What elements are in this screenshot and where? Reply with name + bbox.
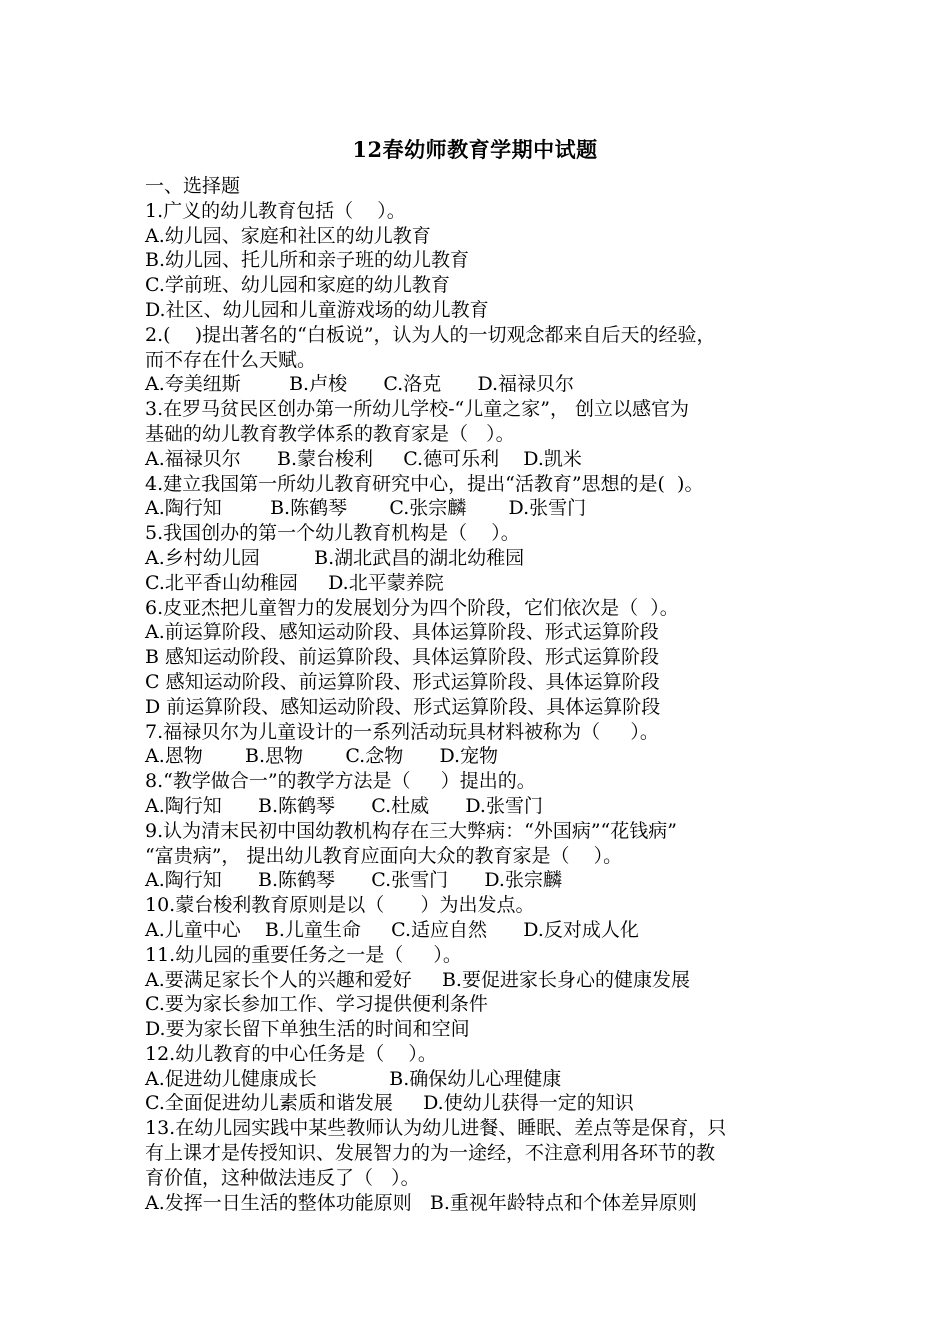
question-5-options-ab: A.乡村幼儿园 B.湖北武昌的湖北幼稚园	[145, 546, 525, 569]
question-13-continued-2: 育价值，这种做法违反了（ ）。	[145, 1166, 420, 1189]
question-12-options-ab: A.促进幼儿健康成长 B.确保幼儿心理健康	[145, 1067, 562, 1090]
question-13-continued-1: 有上课才是传授知识、发展智力的为一途经，不注意利用各环节的教	[145, 1142, 716, 1165]
question-6: 6.皮亚杰把儿童智力的发展划分为四个阶段，它们依次是（ ）。	[145, 596, 679, 619]
question-11-option-c: C.要为家长参加工作、学习提供便利条件	[145, 993, 488, 1016]
question-12-options-cd: C.全面促进幼儿素质和谐发展 D.使幼儿获得一定的知识	[145, 1092, 634, 1115]
question-13-options-ab: A.发挥一日生活的整体功能原则 B.重视年龄特点和个体差异原则	[145, 1191, 697, 1214]
question-2-continued: 而不存在什么天赋。	[145, 348, 317, 371]
question-3-continued: 基础的幼儿教育教学体系的教育家是（ ）。	[145, 422, 515, 445]
question-1-option-d: D.社区、幼儿园和儿童游戏场的幼儿教育	[145, 298, 489, 321]
question-4: 4.建立我国第一所幼儿教育研究中心，提出“活教育”思想的是( )。	[145, 472, 704, 495]
question-1: 1.广义的幼儿教育包括（ ）。	[145, 199, 406, 222]
question-13: 13.在幼儿园实践中某些教师认为幼儿进餐、睡眠、差点等是保育，只	[145, 1117, 727, 1140]
question-1-option-c: C.学前班、幼儿园和家庭的幼儿教育	[145, 274, 450, 297]
question-7-options: A.恩物 B.思物 C.念物 D.宠物	[145, 745, 499, 768]
section-heading: 一、选择题	[145, 175, 241, 197]
question-5: 5.我国创办的第一个幼儿教育机构是（ ）。	[145, 522, 520, 545]
question-6-option-c: C 感知运动阶段、前运算阶段、形式运算阶段、具体运算阶段	[145, 670, 660, 693]
question-3-options: A.福禄贝尔 B.蒙台梭利 C.德可乐利 D.凯米	[145, 447, 582, 470]
question-7: 7.福禄贝尔为儿童设计的一系列活动玩具材料被称为（ ）。	[145, 720, 659, 743]
question-6-option-d: D 前运算阶段、感知运动阶段、形式运算阶段、具体运算阶段	[145, 695, 661, 718]
question-11-options-ab: A.要满足家长个人的兴趣和爱好 B.要促进家长身心的健康发展	[145, 968, 690, 991]
question-4-options: A.陶行知 B.陈鹤琴 C.张宗麟 D.张雪门	[145, 497, 587, 520]
question-1-option-b: B.幼儿园、托儿所和亲子班的幼儿教育	[145, 249, 470, 272]
document-body	[145, 174, 825, 1215]
question-8-options: A.陶行知 B.陈鹤琴 C.杜威 D.张雪门	[145, 794, 543, 817]
question-10: 10.蒙台梭利教育原则是以（ ）为出发点。	[145, 894, 535, 917]
question-9-options: A.陶行知 B.陈鹤琴 C.张雪门 D.张宗麟	[145, 869, 562, 892]
question-11-option-d: D.要为家长留下单独生活的时间和空间	[145, 1018, 470, 1041]
question-12: 12.幼儿教育的中心任务是（ ）。	[145, 1042, 437, 1065]
question-3: 3.在罗马贫民区创办第一所幼儿学校-“儿童之家”， 创立以感官为	[145, 398, 690, 421]
question-1-option-a: A.幼儿园、家庭和社区的幼儿教育	[145, 224, 431, 247]
question-11: 11.幼儿园的重要任务之一是（ ）。	[145, 943, 462, 966]
question-2-options: A.夸美纽斯 B.卢梭 C.洛克 D.福禄贝尔	[145, 373, 575, 396]
question-5-options-cd: C.北平香山幼稚园 D.北平蒙养院	[145, 571, 444, 594]
question-8: 8.“教学做合一”的教学方法是（ ）提出的。	[145, 770, 536, 793]
question-2: 2.( )提出著名的“白板说”，认为人的一切观念都来自后天的经验，	[145, 323, 716, 346]
question-6-option-b: B 感知运动阶段、前运算阶段、具体运算阶段、形式运算阶段	[145, 646, 660, 669]
question-9: 9.认为清末民初中国幼教机构存在三大弊病：“外国病”“花钱病”	[145, 819, 677, 842]
question-10-options: A.儿童中心 B.儿童生命 C.适应自然 D.反对成人化	[145, 918, 639, 941]
question-9-continued: “富贵病”， 提出幼儿教育应面向大众的教育家是（ ）。	[145, 844, 623, 867]
document-title: 12春幼师教育学期中试题	[352, 137, 598, 162]
question-6-option-a: A.前运算阶段、感知运动阶段、具体运算阶段、形式运算阶段	[145, 621, 659, 644]
